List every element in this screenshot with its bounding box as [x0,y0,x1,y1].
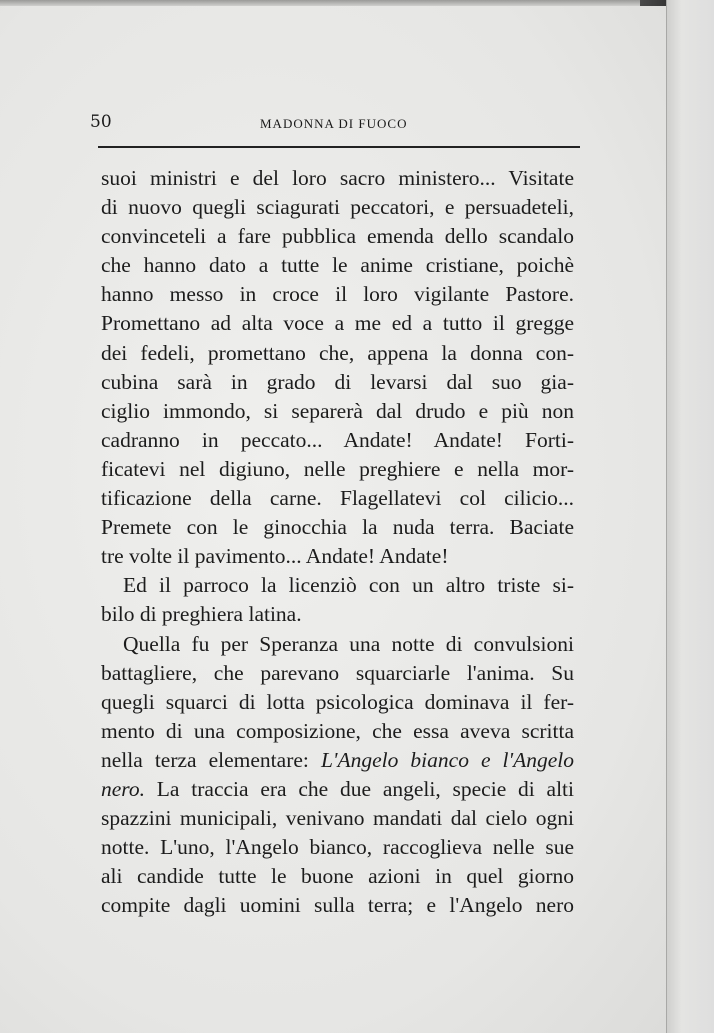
text-line: che hanno dato a tutte le anime cristiane, poichè [101,253,574,278]
text-line: ali candide tutte le buone azioni in quel giorno [101,864,574,889]
text-line: ciglio immondo, si separerà dal drudo e più non [101,398,574,423]
text-line: hanno messo in croce il loro vigilante Pastore. [101,282,574,307]
text-line: tificazione della carne. Flagellatevi col cilicio... [101,486,574,511]
page-number: 50 [90,112,112,132]
text-line: suoi ministri e del loro sacro ministero... Visitate [101,166,574,190]
text-segment: nella terza elementare: [101,747,309,772]
text-line: cadranno in peccato... Andate! Andate! Forti- [101,427,574,452]
text-line: spazzini municipali, venivano mandati dal cielo ogni [101,806,574,831]
text-line: Quella fu per Speranza una notte di convulsioni [123,631,574,656]
text-line: battagliere, che parevano squarciarle l'anima. Su [101,660,574,685]
text-line: convinceteli a fare pubblica emenda dello scandalo [101,224,574,249]
text-line: tre volte il pavimento... Andate! Andate! [101,544,449,569]
text-line: cubina sarà in grado di levarsi dal suo gia- [101,369,574,394]
text-line: dei fedeli, promettano che, appena la donna con- [101,340,574,365]
text-line [101,746,574,775]
text-line [101,775,574,804]
text-line: ficatevi nel digiuno, nelle preghiere e nella mor- [101,456,574,481]
running-title: MADONNA DI FUOCO [260,116,408,131]
text-line: quegli squarci di lotta psicologica dominava il fer- [101,689,574,714]
italic-title: L'Angelo bianco e l'Angelo [320,747,575,772]
paragraph [101,630,574,921]
body-text [101,164,574,920]
text-line: Premete con le ginocchia la nuda terra. Baciate [101,515,574,540]
text-line: compite dagli uomini sulla terra; e l'Angelo nero [101,893,574,918]
text-line: Ed il parroco la licenziò con un altro triste si- [123,573,574,598]
adjacent-page-edge [666,0,714,1033]
header-rule [98,146,580,148]
text-line: di nuovo quegli sciagurati peccatori, e persuadeteli, [101,195,574,220]
text-line: notte. L'uno, l'Angelo bianco, raccoglieva nelle sue [101,835,574,860]
text-line: bilo di preghiera latina. [101,602,302,627]
text-line: mento di una composizione, che essa aveva scritta [101,718,574,743]
text-segment: La traccia era che due angeli, specie di alti [156,776,575,801]
page-header [90,112,576,142]
paragraph [101,571,574,629]
italic-title: nero. [101,776,145,801]
text-line: Promettano ad alta voce a me ed a tutto il gregge [101,311,574,336]
paragraph [101,164,574,571]
